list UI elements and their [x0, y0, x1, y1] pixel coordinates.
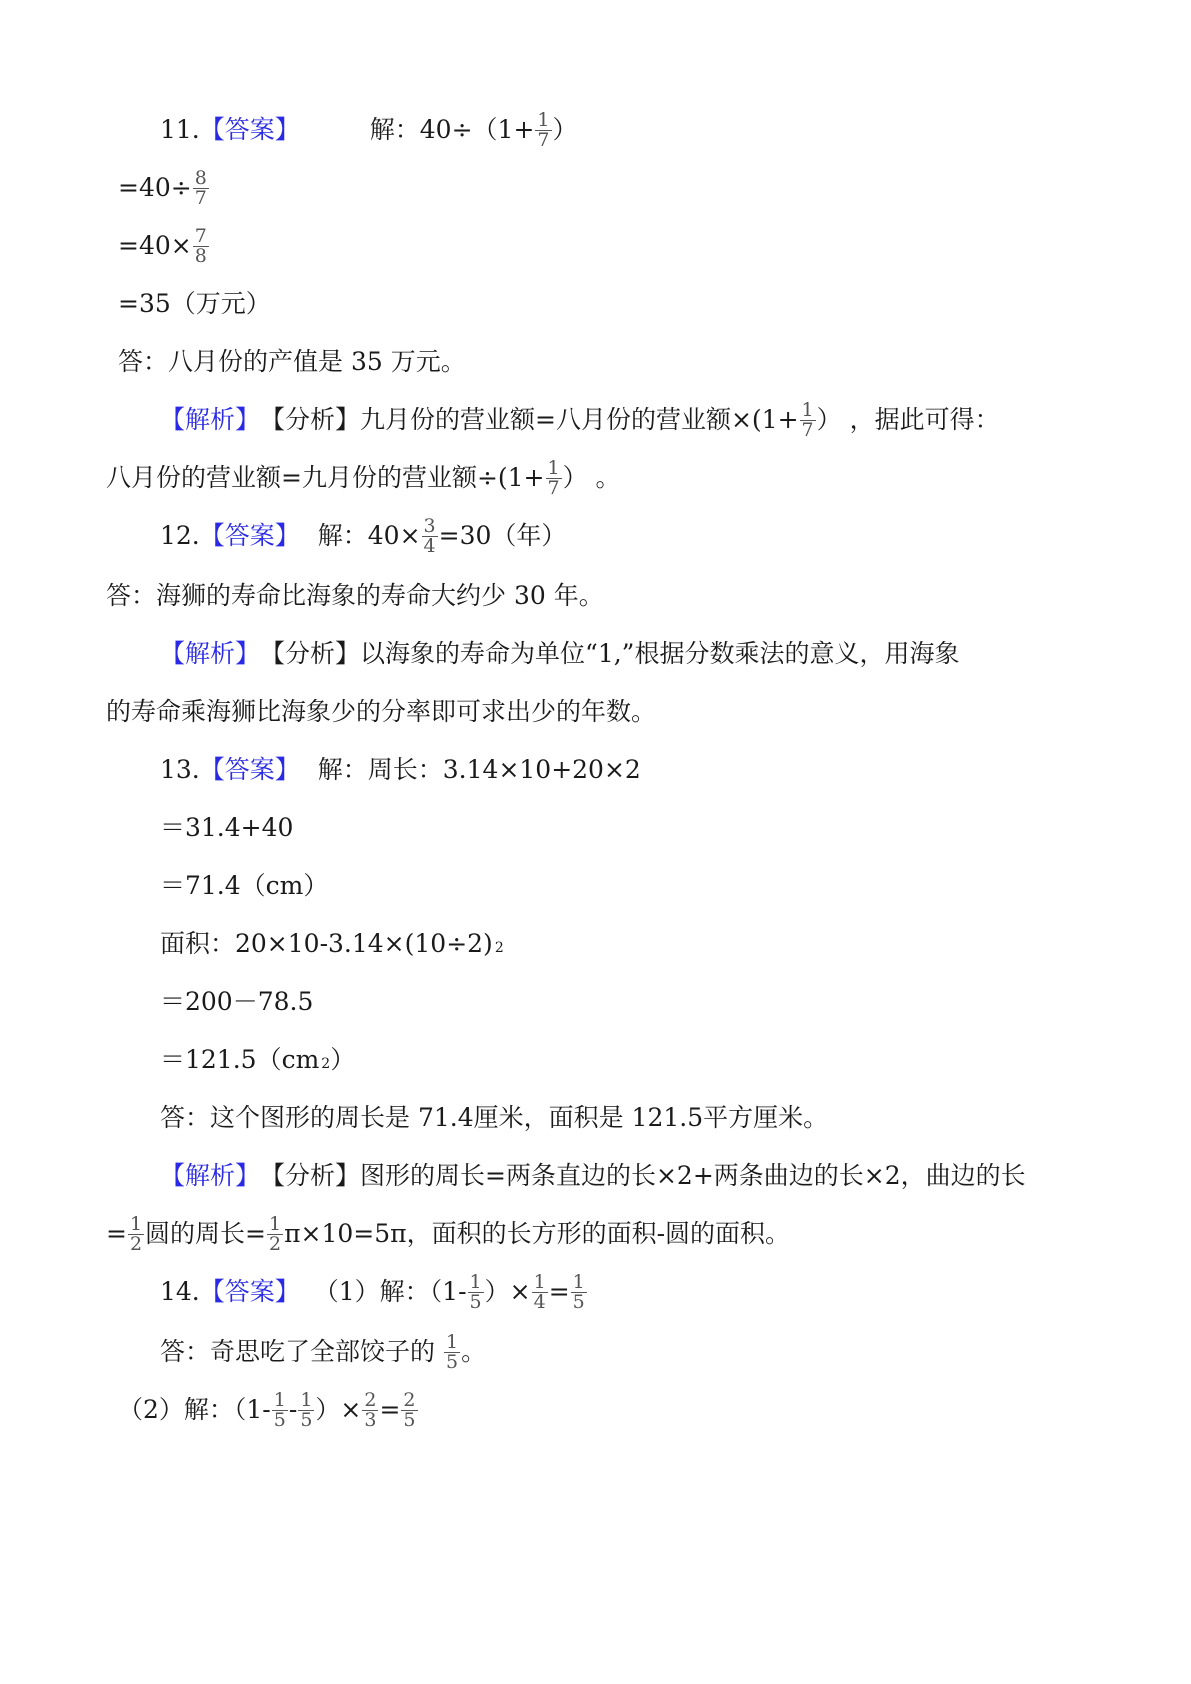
q14-answer-statement-1: 答：奇思吃了全部饺子的 $\frac{1}{5}$ 。 — [160, 1330, 487, 1373]
fraction: $\frac{3}{4}$ — [423, 514, 436, 557]
q12-analysis-line-2: 的寿命乘海狮比海象少的分率即可求出少的年数。 — [106, 697, 657, 726]
fraction: $\frac{1}{2}$ — [129, 1212, 143, 1255]
q12-answer-line: 12. 【答案】 解：40× $\frac{3}{4}$ =30（年） — [160, 514, 567, 557]
q11-step-3: =35（万元） — [118, 289, 271, 318]
fraction: $\frac{1}{5}$ — [469, 1270, 482, 1313]
q14-answer-line: 14. 【答案】 （1）解：（1- $\frac{1}{5}$ ）× $\frac{1}{4}$ = $\frac{1}{5}$ — [160, 1270, 585, 1313]
analysis-tag: 【解析】 — [160, 1161, 261, 1190]
question-number: 11. — [160, 115, 200, 144]
q13-answer-line: 13. 【答案】 解：周长：3.14×10+20×2 — [160, 750, 641, 790]
q13-step-2: ＝71.4（cm） — [160, 871, 329, 900]
fraction: $\frac{1}{2}$ — [269, 1212, 282, 1255]
fraction: $\frac{7}{8}$ — [194, 224, 207, 267]
q12-analysis-line-1: 【解析】 【分析】 以海象的寿命为单位“1,”根据分数乘法的意义，用海象 — [160, 634, 959, 674]
q13-step-3: 面积：20×10-3.14×(10÷2) 2 — [160, 924, 504, 964]
q11-answer-line: 11. 【答案】 解：40÷（1+ $\frac{1}{7}$ ） — [160, 108, 578, 151]
question-number: 12. — [160, 521, 200, 550]
fraction: $\frac{1}{7}$ — [547, 456, 560, 499]
q13-analysis-line-1: 【解析】 【分析】 图形的周长=两条直边的长×2+两条曲边的长×2，曲边的长 — [160, 1156, 1026, 1196]
q13-answer-statement: 答：这个图形的周长是 71.4厘米，面积是 121.5平方厘米。 — [160, 1103, 829, 1132]
q11-analysis-line-1: 【解析】 【分析】 九月份的营业额=八月份的营业额×(1+ $\frac{1}{7}$ ） ，据此可得： — [160, 398, 1000, 441]
answer-tag: 【答案】 — [199, 521, 300, 550]
q11-step-1: =40÷ $\frac{8}{7}$ — [118, 166, 207, 209]
answer-tag: 【答案】 — [199, 755, 300, 784]
fraction: $\frac{1}{5}$ — [572, 1270, 585, 1313]
fraction: $\frac{8}{7}$ — [194, 166, 207, 209]
fraction: $\frac{1}{4}$ — [533, 1270, 546, 1313]
fenxi-tag: 【分析】 — [260, 405, 361, 434]
q13-step-4: ＝200－78.5 — [160, 987, 314, 1016]
fraction: $\frac{2}{5}$ — [403, 1388, 416, 1431]
q12-answer-statement: 答：海狮的寿命比海象的寿命大约少 30 年。 — [106, 581, 604, 610]
fraction: $\frac{1}{5}$ — [300, 1388, 313, 1431]
question-number: 14. — [160, 1277, 200, 1306]
q11-step-2: =40× $\frac{7}{8}$ — [118, 224, 207, 267]
fraction: $\frac{1}{7}$ — [537, 108, 550, 151]
fraction: $\frac{1}{7}$ — [801, 398, 814, 441]
fraction: $\frac{2}{3}$ — [364, 1388, 377, 1431]
q13-step-5: ＝121.5（cm 2 ） — [160, 1040, 355, 1080]
q13-step-1: ＝31.4+40 — [160, 813, 294, 842]
question-number: 13. — [160, 755, 200, 784]
superscript: 2 — [321, 1056, 331, 1072]
solution-text: 解：40÷（1+ — [369, 115, 535, 144]
fenxi-tag: 【分析】 — [260, 1161, 361, 1190]
analysis-tag: 【解析】 — [160, 405, 261, 434]
fenxi-tag: 【分析】 — [260, 639, 361, 668]
fraction: $\frac{1}{5}$ — [273, 1388, 286, 1431]
q13-analysis-line-2: = $\frac{1}{2}$ 圆的周长= $\frac{1}{2}$ π×10=5π，面积的长方形的面积-圆的面积。 — [106, 1212, 791, 1255]
q11-analysis-line-2: 八月份的营业额=九月份的营业额÷(1+ $\frac{1}{7}$ ） 。 — [106, 456, 621, 499]
answer-tag: 【答案】 — [199, 1277, 300, 1306]
q14-part-2-line: （2）解：（1- $\frac{1}{5}$ - $\frac{1}{5}$ ）× $\frac{2}{3}$ = $\frac{2}{5}$ — [118, 1388, 416, 1431]
q11-answer-statement: 答：八月份的产值是 35 万元。 — [118, 347, 466, 376]
answer-tag: 【答案】 — [199, 115, 300, 144]
analysis-tag: 【解析】 — [160, 639, 261, 668]
superscript: 2 — [494, 940, 504, 956]
fraction: $\frac{1}{5}$ — [446, 1330, 459, 1373]
